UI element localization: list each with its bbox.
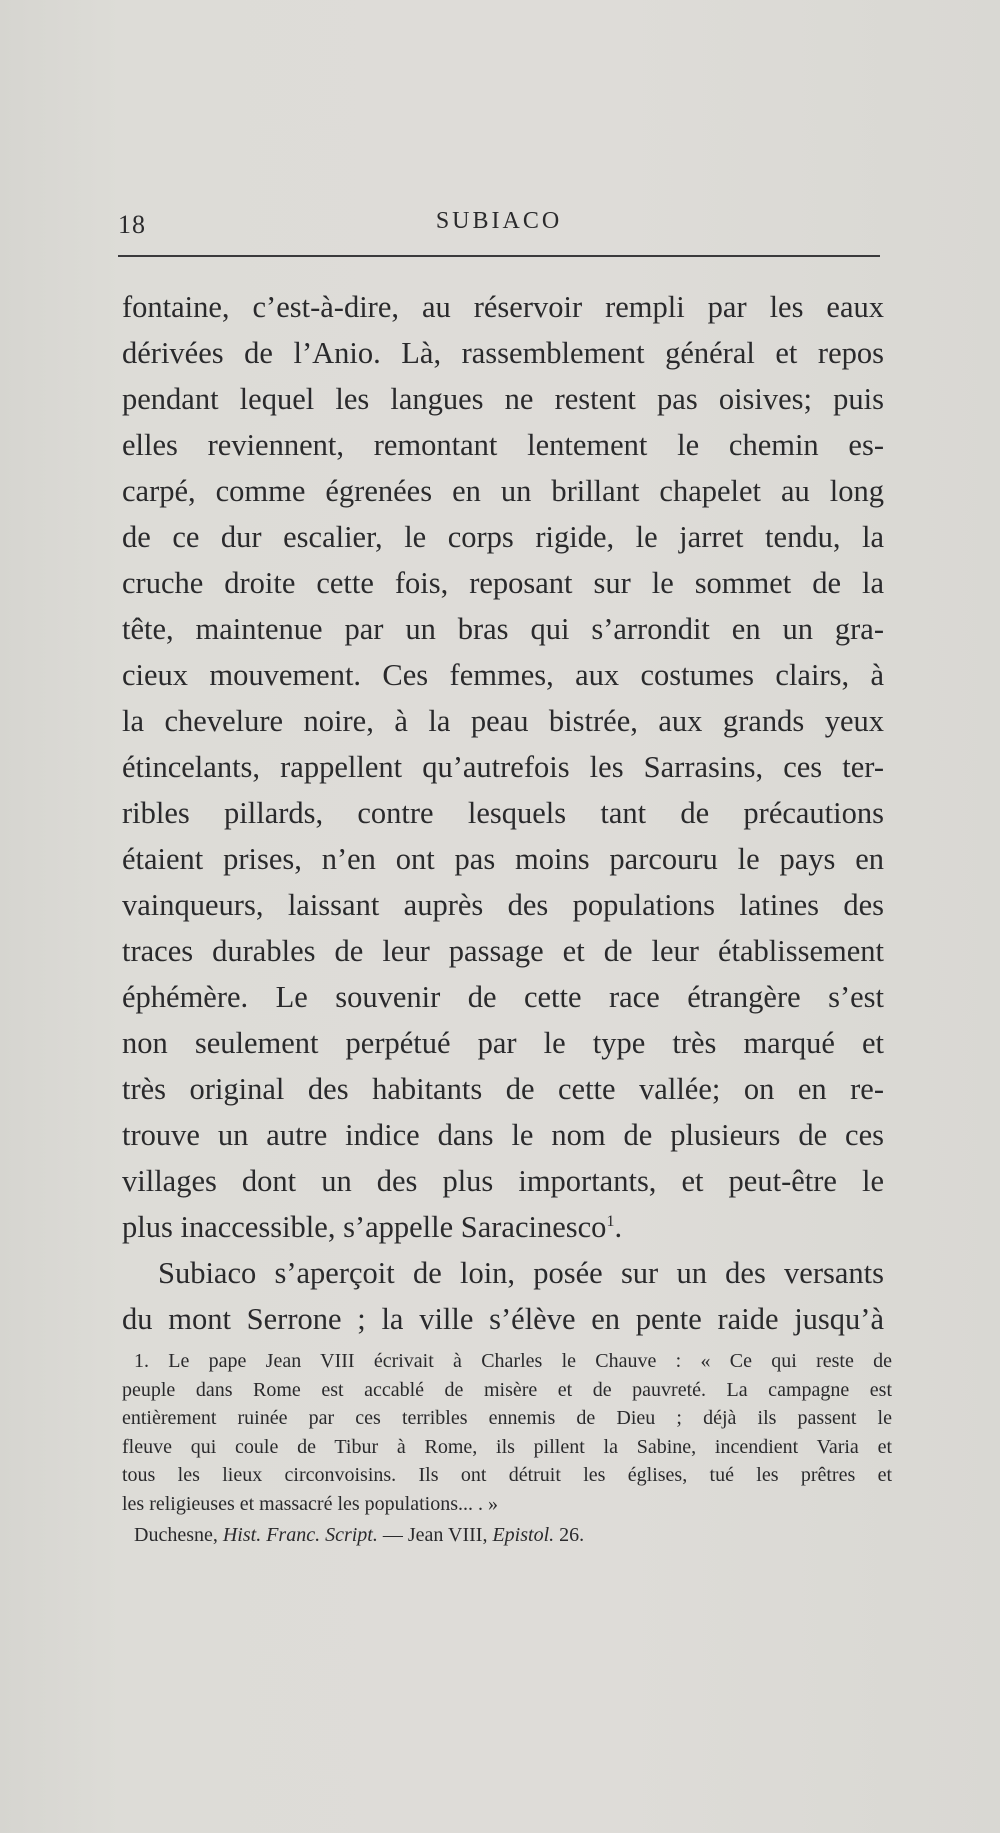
header-rule [118, 255, 880, 257]
body-text [122, 284, 884, 1342]
footnote-citation [122, 1520, 892, 1550]
text-line: du mont Serrone ; la ville s’élève en pente raide jusqu’à [122, 1302, 884, 1336]
text-line: fontaine, c’est-à-dire, au réservoir rempli par les eaux [122, 290, 884, 324]
text-line: étincelants, rappellent qu’autrefois les Sarrasins, ces ter- [122, 750, 884, 784]
text-line: traces durables de leur passage et de leur établissement [122, 934, 884, 968]
text-line: étaient prises, n’en ont pas moins parcouru le pays en [122, 842, 884, 876]
text-line: carpé, comme égrenées en un brillant chapelet au long [122, 474, 884, 508]
text-line-content: plus inaccessible, s’appelle Saracinesco [122, 1210, 607, 1244]
text-line: très original des habitants de cette vallée; on en re- [122, 1072, 884, 1106]
footnote-line: 1. Le pape Jean VIII écrivait à Charles le Chauve : « Ce qui reste de [134, 1350, 892, 1372]
footnote-line: peuple dans Rome est accablé de misère et de pauvreté. La campagne est [122, 1378, 892, 1401]
page-header [118, 204, 880, 244]
footnote-line: fleuve qui coule de Tibur à Rome, ils pillent la Sabine, incendient Varia et [122, 1435, 892, 1458]
text-line: ribles pillards, contre lesquels tant de précautions [122, 796, 884, 830]
text-line-paragraph-end [122, 1204, 884, 1250]
citation-dash: — [382, 1524, 403, 1546]
footnotes [122, 1347, 892, 1550]
text-line: tête, maintenue par un bras qui s’arrondit en un gra- [122, 612, 884, 646]
page-number: 18 [118, 210, 146, 239]
footnote-line: entièrement ruinée par ces terribles ennemis de Dieu ; déjà ils passent le [122, 1407, 892, 1429]
text-line: cruche droite cette fois, reposant sur le sommet de la [122, 566, 884, 600]
citation-number: 26. [559, 1524, 585, 1546]
text-line: la chevelure noire, à la peau bistrée, aux grands yeux [122, 704, 884, 738]
text-line: pendant lequel les langues ne restent pas oisives; puis [122, 382, 884, 416]
citation-source: Jean VIII, [407, 1524, 488, 1546]
text-line: trouve un autre indice dans le nom de plusieurs de ces [122, 1118, 884, 1152]
footnote-marker: 1 [606, 1212, 615, 1230]
running-head: SUBIACO [435, 208, 563, 234]
footnote-line: tous les lieux circonvoisins. Ils ont détruit les églises, tué les prêtres et [122, 1464, 892, 1486]
text-line: vainqueurs, laissant auprès des populations latines des [122, 888, 884, 922]
text-line-paragraph-start: Subiaco s’aperçoit de loin, posée sur un des versants [158, 1256, 884, 1290]
text-line: non seulement perpétué par le type très marqué et [122, 1026, 884, 1060]
text-line: éphémère. Le souvenir de cette race étrangère s’est [122, 980, 884, 1014]
text-line: de ce dur escalier, le corps rigide, le jarret tendu, la [122, 520, 884, 554]
citation-work: Hist. Franc. Script. [222, 1524, 378, 1546]
line-end-period: . [614, 1210, 623, 1244]
footnote-line: les religieuses et massacré les populations... . » [122, 1492, 499, 1515]
text-line: dérivées de l’Anio. Là, rassemblement général et repos [122, 336, 884, 370]
citation-letter: Epistol. [492, 1524, 555, 1546]
text-line: elles reviennent, remontant lentement le chemin es- [122, 428, 884, 462]
text-line: villages dont un des plus importants, et peut-être le [122, 1164, 884, 1198]
citation-author: Duchesne, [134, 1524, 218, 1546]
text-line: cieux mouvement. Ces femmes, aux costumes clairs, à [122, 658, 884, 692]
